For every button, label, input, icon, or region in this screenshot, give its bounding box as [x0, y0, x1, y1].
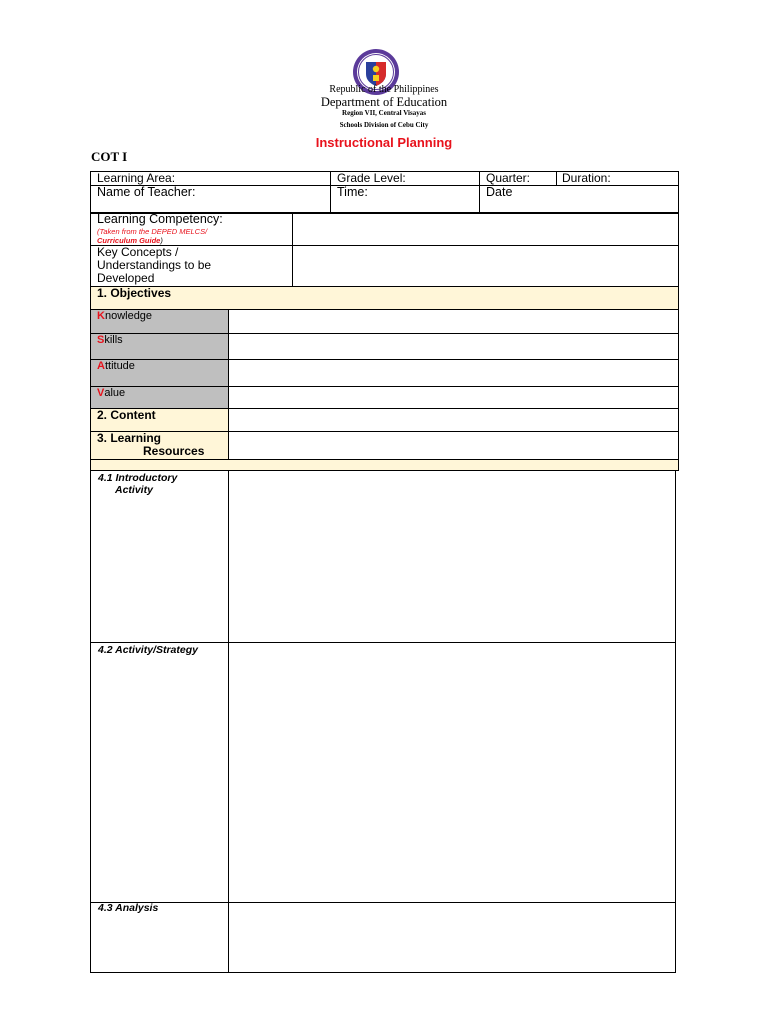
skills-label	[97, 334, 123, 346]
division-line: Schools Division of Cebu City	[339, 121, 429, 129]
knowledge-rest: nowledge	[104, 310, 153, 322]
objectives-heading: 1. Objectives	[97, 286, 172, 300]
value-input[interactable]	[229, 387, 678, 408]
resources-heading	[97, 432, 204, 458]
key-concepts-line: Developed	[97, 271, 155, 285]
skills-input[interactable]	[229, 334, 678, 359]
value-initial: V	[97, 387, 105, 399]
skills-initial: S	[97, 334, 105, 346]
info-divider	[556, 171, 557, 186]
competency-note	[97, 227, 207, 245]
analysis-label: 4.3 Analysis	[98, 902, 159, 914]
objectives-header-row	[90, 286, 679, 310]
attitude-input[interactable]	[229, 360, 678, 386]
key-concepts-line: Key Concepts /	[97, 245, 179, 259]
introductory-line: 4.1 Introductory	[98, 472, 178, 484]
teacher-name-field[interactable]: Name of Teacher:	[97, 185, 196, 199]
content-input[interactable]	[229, 409, 678, 431]
knowledge-input[interactable]	[229, 310, 678, 333]
grade-level-field[interactable]: Grade Level:	[337, 171, 406, 185]
activity-strategy-label: 4.2 Activity/Strategy	[98, 644, 198, 656]
quarter-field[interactable]: Quarter:	[486, 171, 531, 185]
introductory-activity-input[interactable]	[229, 471, 675, 642]
date-field[interactable]: Date	[486, 185, 513, 199]
key-concepts-label	[97, 246, 211, 285]
duration-field[interactable]: Duration:	[562, 171, 611, 185]
key-concepts-input[interactable]	[294, 246, 678, 286]
cot-label: COT I	[91, 149, 128, 164]
knowledge-initial: K	[97, 310, 105, 322]
key-concepts-line: Understandings to be	[97, 258, 212, 272]
activity-strategy-input[interactable]	[229, 643, 675, 902]
resources-line: Resources	[143, 444, 205, 458]
introductory-line: Activity	[115, 484, 153, 496]
value-label	[97, 387, 125, 399]
competency-divider	[292, 212, 293, 287]
content-heading: 2. Content	[97, 408, 156, 422]
knowledge-label	[97, 310, 152, 322]
value-rest: alue	[104, 387, 126, 399]
resources-input[interactable]	[229, 432, 678, 460]
skills-rest: kills	[104, 334, 123, 346]
attitude-label	[97, 360, 135, 372]
learning-area-field[interactable]: Learning Area:	[97, 171, 176, 185]
competency-note-text: (Taken from the DEPED MELCS/	[97, 227, 208, 236]
info-divider	[330, 171, 331, 214]
time-field[interactable]: Time:	[337, 185, 368, 199]
attitude-rest: ttitude	[104, 360, 135, 372]
form-title: Instructional Planning	[315, 135, 453, 150]
competency-label: Learning Competency:	[97, 212, 223, 226]
info-divider	[479, 171, 480, 214]
competency-note-close: )	[160, 236, 163, 245]
region-line: Region VII, Central Visayas	[342, 109, 426, 117]
department-line: Department of Education	[320, 95, 448, 109]
competency-input[interactable]	[294, 213, 678, 245]
curriculum-guide-text: Curriculum Guide	[97, 236, 161, 245]
attitude-initial: A	[97, 360, 105, 372]
republic-line: Republic of the Philippines	[329, 84, 439, 95]
introductory-activity-label	[98, 472, 177, 496]
resources-line: 3. Learning	[97, 431, 162, 445]
analysis-input[interactable]	[229, 903, 675, 972]
